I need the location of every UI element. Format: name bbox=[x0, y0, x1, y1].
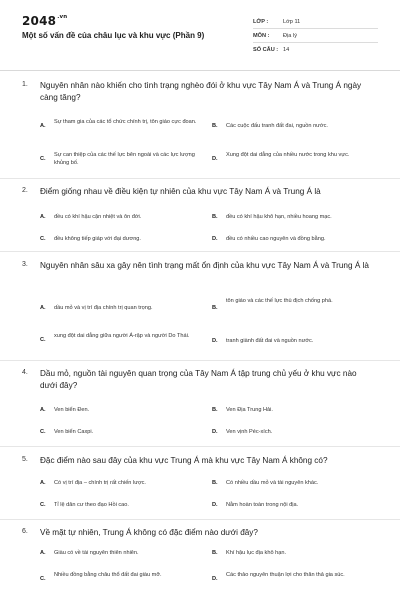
option-text: đều không tiếp giáp với đại dương. bbox=[54, 236, 141, 242]
question-text: Nguyên nhân nào khiến cho tình trạng nghèo đói ở khu vực Tây Nam Á và Trung Á ngày càng tăng? bbox=[40, 81, 362, 102]
meta-value: Lớp 11 bbox=[283, 19, 301, 25]
question-5 bbox=[0, 453, 400, 519]
option-text: Các cuộc đấu tranh đất đai, nguồn nước. bbox=[226, 123, 328, 129]
option-letter: A. bbox=[40, 305, 46, 311]
option-letter: C. bbox=[40, 429, 46, 435]
option-letter: A. bbox=[40, 214, 46, 220]
option-text: Có nhiều dầu mỏ và tài nguyên khác. bbox=[226, 480, 319, 486]
option-text: Xung đột dai dẳng của nhiều nước trong khu vực. bbox=[226, 152, 350, 158]
option-letter: C. bbox=[40, 576, 46, 582]
option-letter: A. bbox=[40, 550, 46, 556]
option-text: Sự tham gia của các tổ chức chính trị, tôn giáo cực đoan. bbox=[54, 119, 197, 125]
option-text: đều có khí hậu khô hạn, nhiều hoang mạc. bbox=[226, 214, 332, 220]
question-text: Điểm giống nhau về điều kiện tự nhiên của khu vực Tây Nam Á và Trung Á là bbox=[40, 187, 321, 196]
site-logo[interactable] bbox=[22, 14, 67, 28]
question-number: 2. bbox=[22, 187, 28, 194]
question-number: 3. bbox=[22, 261, 28, 268]
meta-value: 14 bbox=[283, 47, 290, 53]
option-text: Các thảo nguyên thuận lợi cho thăn thả gia súc. bbox=[226, 572, 345, 578]
question-divider bbox=[0, 251, 400, 252]
option-text: Ven Địa Trung Hải. bbox=[226, 407, 273, 413]
option-text: dầu mỏ và vị trí địa chính trị quan trọng. bbox=[54, 305, 153, 311]
meta-divider bbox=[253, 42, 378, 43]
option-letter: C. bbox=[40, 236, 46, 242]
question-divider bbox=[0, 446, 400, 447]
question-4 bbox=[0, 366, 400, 444]
worksheet-header bbox=[0, 0, 400, 72]
option-letter: D. bbox=[212, 156, 218, 162]
option-letter: B. bbox=[212, 407, 218, 413]
option-text: Có vị trí địa – chính trị rất chiến lược. bbox=[54, 480, 146, 486]
option-text: tôn giáo và các thế lực thù địch chống phá. bbox=[226, 298, 333, 304]
question-number: 1. bbox=[22, 81, 28, 88]
question-3 bbox=[0, 258, 400, 358]
option-letter: A. bbox=[40, 123, 46, 129]
meta-class bbox=[253, 19, 300, 25]
logo-text: 2048 bbox=[22, 14, 57, 28]
option-text: Ven biển Caxpi. bbox=[54, 429, 94, 435]
question-text: Về mặt tự nhiên, Trung Á không có đặc điểm nào dưới đây? bbox=[40, 528, 258, 537]
question-2 bbox=[0, 184, 400, 250]
option-text: Ven biển Đen. bbox=[54, 407, 90, 413]
option-letter: A. bbox=[40, 480, 46, 486]
meta-label: SỐ CÂU : bbox=[253, 47, 279, 53]
option-letter: C. bbox=[40, 337, 46, 343]
meta-label: MÔN : bbox=[253, 33, 270, 39]
option-letter: B. bbox=[212, 480, 218, 486]
meta-subject bbox=[253, 33, 297, 39]
option-text: đều có nhiều cao nguyên và đồng bằng. bbox=[226, 236, 326, 242]
question-1 bbox=[0, 78, 400, 174]
option-letter: C. bbox=[40, 502, 46, 508]
question-text: Nguyên nhân sâu xa gây nên tình trạng mất ổn định của khu vực Tây Nam Á và Trung Á là bbox=[40, 261, 369, 270]
option-letter: D. bbox=[212, 502, 218, 508]
option-letter: B. bbox=[212, 305, 218, 311]
option-letter: D. bbox=[212, 429, 218, 435]
meta-value: Địa lý bbox=[283, 33, 297, 39]
option-text: Giàu có về tài nguyên thiên nhiên. bbox=[54, 550, 139, 556]
option-letter: B. bbox=[212, 550, 218, 556]
option-letter: D. bbox=[212, 576, 218, 582]
page-title: Một số vấn đề của châu lục và khu vực (Phần 9) bbox=[22, 31, 205, 40]
option-text: Sự can thiệp của các thế lực bên ngoài và các lực lượng khủng bố. bbox=[54, 152, 195, 166]
option-text: Tỉ lệ dân cư theo đạo Hồi cao. bbox=[54, 502, 129, 508]
question-number: 6. bbox=[22, 528, 28, 535]
header-divider bbox=[0, 70, 400, 71]
option-text: Nhiều đồng bằng châu thổ đất đai giàu mỡ. bbox=[54, 572, 162, 578]
option-text: đều có khí hậu cận nhiệt và ôn đới. bbox=[54, 214, 142, 220]
option-text: xung đột dai dẳng giữa người Á-rập và người Do Thái. bbox=[54, 333, 190, 339]
option-letter: D. bbox=[212, 338, 218, 344]
question-text: Dầu mỏ, nguồn tài nguyên quan trọng của Tây Nam Á tập trung chủ yếu ở khu vực nào dưới đây? bbox=[40, 369, 357, 390]
option-letter: D. bbox=[212, 236, 218, 242]
option-text: Ven vịnh Péc-xích. bbox=[226, 429, 273, 435]
option-letter: A. bbox=[40, 407, 46, 413]
logo-suffix: .vn bbox=[57, 14, 68, 20]
meta-count bbox=[253, 47, 289, 53]
question-number: 5. bbox=[22, 456, 28, 463]
meta-divider bbox=[253, 28, 378, 29]
meta-label: LỚP : bbox=[253, 19, 269, 25]
question-divider bbox=[0, 178, 400, 179]
option-text: tranh giành đất đai và nguồn nước. bbox=[226, 338, 314, 344]
option-letter: B. bbox=[212, 123, 218, 129]
question-6 bbox=[0, 525, 400, 600]
option-text: Nằm hoàn toàn trong nội địa. bbox=[226, 502, 299, 508]
question-text: Đặc điểm nào sau đây của khu vực Trung Á mà khu vực Tây Nam Á không có? bbox=[40, 456, 328, 465]
option-text: Khí hậu lục địa khô hạn. bbox=[226, 550, 287, 556]
question-divider bbox=[0, 360, 400, 361]
option-letter: C. bbox=[40, 156, 46, 162]
option-letter: B. bbox=[212, 214, 218, 220]
question-number: 4. bbox=[22, 369, 28, 376]
question-divider bbox=[0, 519, 400, 520]
